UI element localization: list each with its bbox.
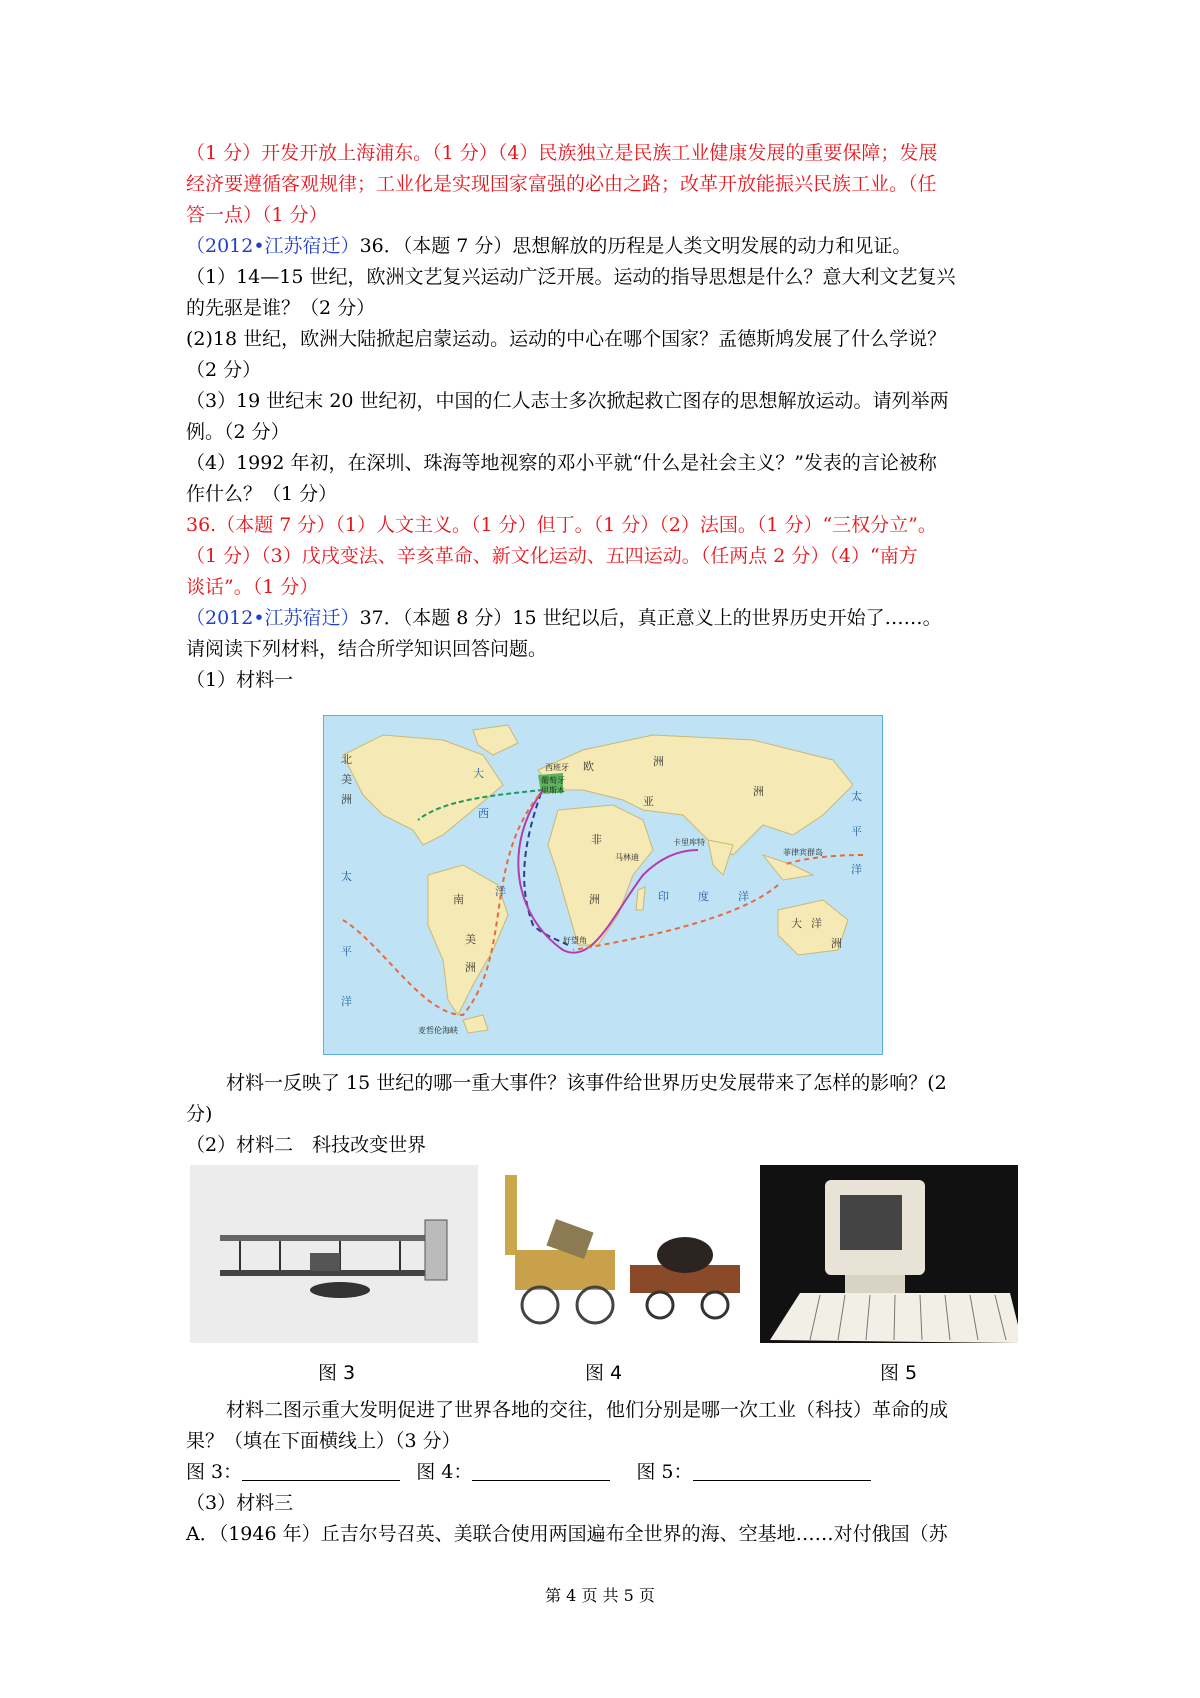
question-line: 分) [186,1103,213,1125]
map-label: 南 [453,893,464,906]
map-label: 大 [473,767,484,780]
question-line: （1）14—15 世纪，欧洲文艺复兴运动广泛开展。运动的指导思想是什么？意大利文艺复兴 [186,266,956,288]
map-label: 卡里库特 [673,838,705,847]
map-label: 平 [851,825,862,838]
answer-line: 经济要遵循客观规律；工业化是实现国家富强的必由之路；改革开放能振兴民族工业。（任 [186,173,937,195]
map-label: 非 [591,833,602,846]
answer-blank-fig3[interactable] [242,1460,400,1481]
map-label: 里斯本 [541,786,565,795]
map-label: 菲律宾群岛 [783,848,823,857]
fill-blank-row [186,1457,1026,1488]
map-label: 洋 [811,917,822,930]
question-line: （3）19 世纪末 20 世纪初，中国的仁人志士多次掀起救亡图存的思想解放运动。请列举两 [186,390,949,412]
map-label: 美 [341,773,352,786]
question-36-title: （2012•江苏宿迁）36．（本题 7 分）思想解放的历程是人类文明发展的动力和见证。 [186,235,912,257]
map-label: 美 [465,933,476,946]
material-3-label: （3）材料三 [186,1492,294,1514]
voyage-map [323,715,883,1055]
map-label: 度 [698,890,709,903]
map-label: 洋 [738,890,749,903]
blank-label-fig5: 图 5： [636,1461,693,1483]
question-line: （4）1992 年初，在深圳、珠海等地视察的邓小平就“什么是社会主义？”发表的言论被称 [186,452,937,474]
question-line: A．（1946 年）丘吉尔号召英、美联合使用两国遍布全世界的海、空基地……对付俄国（苏 [186,1523,948,1545]
material-1-label: （1）材料一 [186,669,294,691]
map-label: 太 [851,790,862,803]
material-2-label: （2）材料二 科技改变世界 [186,1134,427,1156]
map-label: 洲 [589,893,600,906]
map-label: 亚 [643,795,654,808]
map-label: 西班牙 [545,763,569,772]
map-label: 洋 [495,885,506,898]
map-label: 葡萄牙 [541,776,565,785]
map-label: 大 [791,917,802,930]
computer-icon [760,1165,1018,1343]
question-line: (2)18 世纪，欧洲大陆掀起启蒙运动。运动的中心在哪个国家？孟德斯鸠发展了什么学说？ [186,328,947,350]
blank-label-fig3: 图 3： [186,1461,243,1483]
source-tag: （2012•江苏宿迁） [186,607,360,629]
map-label: 洲 [753,785,764,798]
question-line: 果？（填在下面横线上）（3 分） [186,1430,461,1452]
map-label: 印 [658,890,669,903]
map-label: 太 [341,870,352,883]
question-line: 的先驱是谁？（2 分） [186,297,376,319]
answer-blank-fig5[interactable] [693,1460,871,1481]
question-line: 材料二图示重大发明促进了世界各地的交往，他们分别是哪一次工业（科技）革命的成 [226,1399,949,1421]
answer-line: （1 分）（3）戊戌变法、辛亥革命、新文化运动、五四运动。（任两点 2 分）（4）“南方 [186,545,918,567]
question-line: 材料一反映了 15 世纪的哪一重大事件？该事件给世界历史发展带来了怎样的影响？(2 [226,1072,947,1094]
map-label: 洲 [341,793,352,806]
figure-4-image [495,1165,750,1343]
map-label: 洋 [851,863,862,876]
figure-3-image [190,1165,478,1343]
map-label: 好望角 [563,936,587,945]
question-line: 请阅读下列材料，结合所学知识回答问题。 [186,638,548,660]
answer-line: 36.（本题 7 分）（1）人文主义。（1 分）但丁。（1 分）（2）法国。（1 分）“三权分立”。 [186,514,937,536]
figure-4-caption: 图 4 [585,1362,623,1384]
map-label: 洋 [341,995,352,1008]
map-label: 洲 [653,755,664,768]
map-label: 马林迪 [615,853,639,862]
map-label: 平 [341,945,352,958]
biplane-icon [190,1165,478,1343]
map-label: 洲 [465,961,476,974]
figure-5-caption: 图 5 [880,1362,918,1384]
figure-5-image [760,1165,1018,1343]
map-label: 北 [341,753,352,766]
question-37-title: （2012•江苏宿迁）37．（本题 8 分）15 世纪以后，真正意义上的世界历史开始了……。 [186,607,942,629]
answer-line: 谈话”。（1 分） [186,576,319,598]
page-footer: 第 4 页 共 5 页 [545,1586,655,1605]
blank-label-fig4: 图 4： [416,1461,473,1483]
answer-line: （1 分）开发开放上海浦东。（1 分）（4）民族独立是民族工业健康发展的重要保障；发展 [186,142,938,164]
source-tag: （2012•江苏宿迁） [186,235,360,257]
map-label: 麦哲伦海峡 [418,1026,458,1035]
locomotive-icon [495,1165,750,1343]
question-line: 例。（2 分） [186,421,290,443]
map-label: 欧 [583,760,594,773]
question-line: （2 分） [186,359,262,381]
map-label: 洲 [831,937,842,950]
answer-line: 答一点）（1 分） [186,204,328,226]
question-line: 作什么？（1 分） [186,483,338,505]
answer-blank-fig4[interactable] [472,1460,610,1481]
map-label: 西 [478,807,489,820]
figure-3-caption: 图 3 [318,1362,356,1384]
